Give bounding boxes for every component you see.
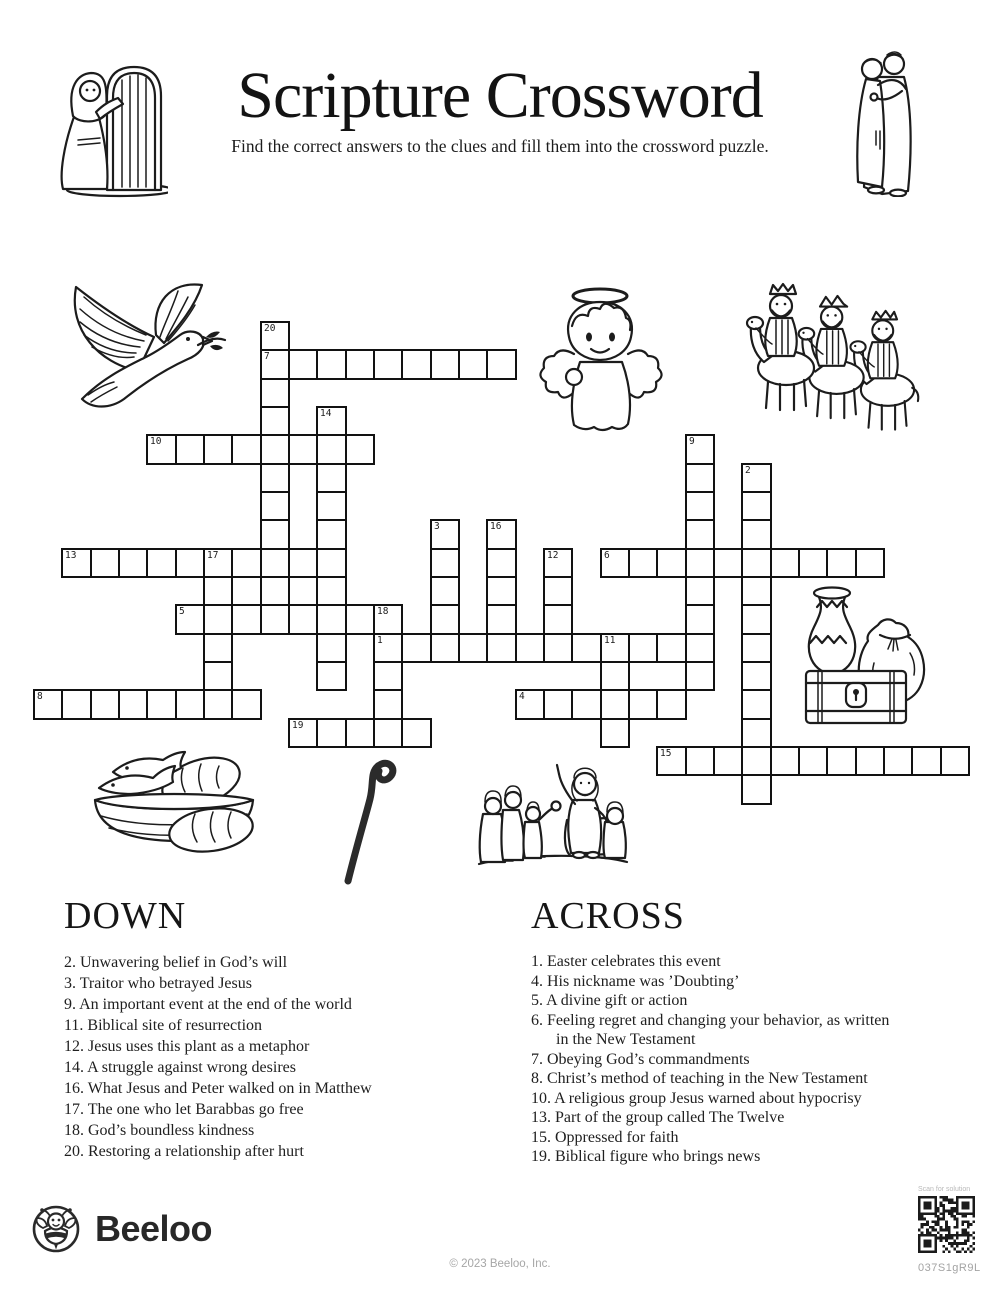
down-clue-list (64, 952, 519, 1162)
grid-cell[interactable] (543, 689, 573, 720)
grid-cell[interactable] (61, 548, 92, 578)
grid-cell[interactable] (203, 576, 233, 606)
grid-cell[interactable] (231, 548, 262, 578)
shepherd-staff-icon (330, 745, 405, 885)
grid-cell[interactable] (515, 633, 545, 663)
grid-number: 1 (377, 635, 383, 646)
grid-number: 7 (264, 351, 270, 362)
vase-sack-chest-icon (786, 583, 942, 738)
grid-number: 9 (689, 436, 695, 447)
clue-item: 8. Christ’s method of teaching in the New Testament (531, 1070, 868, 1087)
page-subtitle: Find the correct answers to the clues and fill them into the crossword puzzle. (231, 136, 769, 156)
grid-cell[interactable] (203, 633, 233, 663)
grid-cell[interactable] (430, 576, 460, 606)
grid-cell[interactable] (175, 548, 205, 578)
qr-solution-code: 037S1gR9L (918, 1262, 981, 1274)
grid-cell[interactable] (458, 633, 488, 663)
grid-cell[interactable] (260, 548, 290, 578)
grid-cell[interactable] (940, 746, 970, 776)
grid-cell[interactable] (458, 349, 488, 380)
clue-item: 12. Jesus uses this plant as a metaphor (64, 1038, 310, 1055)
clue-item: 9. An important event at the end of the world (64, 996, 352, 1013)
grid-cell[interactable] (855, 548, 885, 578)
grid-number: 4 (519, 691, 525, 702)
grid-number: 15 (660, 748, 672, 759)
grid-cell[interactable] (260, 604, 290, 635)
grid-number: 6 (604, 550, 610, 561)
woman-at-door-icon (50, 52, 168, 200)
grid-cell[interactable] (118, 689, 148, 720)
grid-cell[interactable] (345, 604, 375, 635)
clue-item: 7. Obeying God’s commandments (531, 1050, 750, 1068)
grid-number: 19 (292, 720, 304, 731)
grid-cell[interactable] (288, 604, 318, 635)
grid-number: 18 (377, 606, 389, 617)
grid-cell[interactable] (571, 633, 602, 663)
clue-item: 4. His nickname was ’Doubting’ (531, 972, 740, 990)
grid-cell[interactable] (316, 349, 347, 380)
grid-cell[interactable] (260, 434, 290, 465)
grid-cell[interactable] (260, 519, 290, 550)
grid-cell[interactable] (373, 718, 403, 748)
grid-cell[interactable] (316, 519, 347, 550)
grid-cell[interactable] (146, 434, 177, 465)
grid-cell[interactable] (685, 548, 715, 578)
grid-number: 11 (604, 635, 616, 646)
grid-cell[interactable] (316, 604, 347, 635)
grid-cell[interactable] (316, 633, 347, 663)
wise-men-camels-icon (736, 282, 932, 444)
clue-item: 5. A divine gift or action (531, 992, 688, 1009)
clue-item: 3. Traitor who betrayed Jesus (64, 975, 252, 992)
grid-cell[interactable] (600, 548, 630, 578)
dove-olive-branch-icon (60, 275, 228, 423)
grid-cell[interactable] (401, 633, 432, 663)
grid-cell[interactable] (685, 604, 715, 635)
grid-cell[interactable] (231, 604, 262, 635)
page-title: Scripture Crossword (237, 59, 763, 132)
brand-name: Beeloo (95, 1208, 213, 1249)
down-heading: DOWN (64, 895, 187, 937)
grid-number: 16 (490, 521, 502, 532)
grid-cell[interactable] (175, 689, 205, 720)
grid-cell[interactable] (713, 746, 743, 776)
clue-item: 6. Feeling regret and changing your behavior, as written in the New Testament (531, 1011, 890, 1048)
grid-cell[interactable] (600, 633, 630, 663)
grid-cell[interactable] (911, 746, 942, 776)
grid-cell[interactable] (316, 661, 347, 691)
clue-item: 13. Part of the group called The Twelve (531, 1109, 785, 1126)
grid-cell[interactable] (741, 604, 772, 635)
clue-item: 10. A religious group Jesus warned about hypocrisy (531, 1089, 862, 1107)
grid-cell[interactable] (90, 548, 120, 578)
clue-item: 20. Restoring a relationship after hurt (64, 1143, 304, 1160)
grid-number: 17 (207, 550, 219, 561)
clue-item: 2. Unwavering belief in God’s will (64, 954, 288, 971)
grid-cell[interactable] (798, 548, 828, 578)
grid-cell[interactable] (685, 661, 715, 691)
grid-cell[interactable] (685, 633, 715, 663)
grid-cell[interactable] (486, 633, 517, 663)
grid-cell[interactable] (33, 689, 63, 720)
grid-cell[interactable] (741, 463, 772, 493)
grid-cell[interactable] (741, 519, 772, 550)
grid-cell[interactable] (373, 661, 403, 691)
grid-cell[interactable] (203, 689, 233, 720)
grid-cell[interactable] (628, 548, 658, 578)
grid-cell[interactable] (373, 349, 403, 380)
grid-number: 5 (179, 606, 185, 617)
grid-cell[interactable] (486, 604, 517, 635)
grid-cell[interactable] (316, 718, 347, 748)
grid-cell[interactable] (401, 349, 432, 380)
grid-number: 2 (745, 465, 751, 476)
grid-cell[interactable] (288, 718, 318, 748)
grid-number: 8 (37, 691, 43, 702)
grid-cell[interactable] (713, 548, 743, 578)
bread-fish-basket-icon (83, 742, 273, 857)
grid-cell[interactable] (260, 349, 290, 380)
grid-cell[interactable] (741, 491, 772, 521)
grid-cell[interactable] (486, 519, 517, 550)
grid-number: 20 (264, 323, 276, 334)
grid-cell[interactable] (345, 434, 375, 465)
grid-cell[interactable] (203, 434, 233, 465)
grid-cell[interactable] (685, 491, 715, 521)
grid-cell[interactable] (430, 633, 460, 663)
clue-item: 16. What Jesus and Peter walked on in Matthew (64, 1080, 372, 1097)
grid-number: 12 (547, 550, 559, 561)
grid-cell[interactable] (685, 463, 715, 493)
grid-cell[interactable] (203, 604, 233, 635)
grid-cell[interactable] (741, 576, 772, 606)
embracing-figures-icon (838, 47, 930, 197)
grid-cell[interactable] (770, 548, 800, 578)
grid-cell[interactable] (288, 349, 318, 380)
grid-cell[interactable] (600, 661, 630, 691)
grid-cell[interactable] (855, 746, 885, 776)
grid-cell[interactable] (260, 491, 290, 521)
grid-number: 3 (434, 521, 440, 532)
grid-cell[interactable] (373, 604, 403, 635)
grid-cell[interactable] (316, 463, 347, 493)
grid-cell[interactable] (260, 378, 290, 408)
grid-cell[interactable] (231, 689, 262, 720)
grid-cell[interactable] (486, 349, 517, 380)
grid-cell[interactable] (741, 689, 772, 720)
grid-cell[interactable] (316, 576, 347, 606)
grid-cell[interactable] (741, 746, 772, 776)
clue-item: 17. The one who let Barabbas go free (64, 1101, 304, 1118)
clue-item: 11. Biblical site of resurrection (64, 1017, 263, 1034)
across-heading: ACROSS (531, 895, 685, 937)
grid-cell[interactable] (345, 718, 375, 748)
qr-caption: Scan for solution (918, 1186, 971, 1193)
grid-cell[interactable] (175, 604, 205, 635)
grid-cell[interactable] (770, 746, 800, 776)
clue-item: 19. Biblical figure who brings news (531, 1148, 761, 1165)
grid-cell[interactable] (656, 548, 687, 578)
grid-cell[interactable] (486, 548, 517, 578)
grid-cell[interactable] (203, 548, 233, 578)
grid-cell[interactable] (543, 633, 573, 663)
grid-cell[interactable] (260, 321, 290, 351)
grid-cell[interactable] (543, 576, 573, 606)
grid-cell[interactable] (231, 434, 262, 465)
grid-cell[interactable] (543, 548, 573, 578)
grid-cell[interactable] (656, 746, 687, 776)
across-clues-section (531, 894, 897, 1167)
grid-cell[interactable] (685, 746, 715, 776)
grid-cell[interactable] (345, 349, 375, 380)
grid-cell[interactable] (288, 434, 318, 465)
grid-cell[interactable] (260, 576, 290, 606)
grid-cell[interactable] (203, 661, 233, 691)
grid-cell[interactable] (288, 548, 318, 578)
grid-cell[interactable] (373, 689, 403, 720)
grid-cell[interactable] (741, 633, 772, 663)
grid-cell[interactable] (741, 548, 772, 578)
grid-cell[interactable] (685, 576, 715, 606)
qr-code-icon (918, 1196, 975, 1253)
grid-cell[interactable] (430, 349, 460, 380)
grid-cell[interactable] (826, 746, 857, 776)
grid-cell[interactable] (316, 548, 347, 578)
grid-cell[interactable] (600, 718, 630, 748)
grid-number: 13 (65, 550, 77, 561)
grid-cell[interactable] (316, 406, 347, 436)
grid-cell[interactable] (260, 406, 290, 436)
grid-cell[interactable] (656, 633, 687, 663)
bee-icon (31, 1204, 81, 1254)
grid-number: 14 (320, 408, 332, 419)
grid-cell[interactable] (515, 689, 545, 720)
grid-cell[interactable] (571, 689, 602, 720)
grid-cell[interactable] (685, 519, 715, 550)
grid-cell[interactable] (146, 689, 177, 720)
grid-cell[interactable] (430, 519, 460, 550)
grid-cell[interactable] (600, 689, 630, 720)
grid-cell[interactable] (373, 633, 403, 663)
grid-cell[interactable] (175, 434, 205, 465)
grid-number: 10 (150, 436, 162, 447)
clue-item: 14. A struggle against wrong desires (64, 1059, 296, 1076)
grid-cell[interactable] (430, 604, 460, 635)
grid-cell[interactable] (260, 463, 290, 493)
grid-cell[interactable] (486, 576, 517, 606)
grid-cell[interactable] (401, 718, 432, 748)
angel-icon (536, 282, 668, 437)
grid-cell[interactable] (430, 548, 460, 578)
clue-item: 18. God’s boundless kindness (64, 1122, 255, 1139)
down-clues-section (64, 894, 519, 1162)
copyright-text: © 2023 Beeloo, Inc. (449, 1258, 551, 1270)
grid-cell[interactable] (316, 434, 347, 465)
grid-cell[interactable] (883, 746, 913, 776)
grid-cell[interactable] (741, 661, 772, 691)
grid-cell[interactable] (543, 604, 573, 635)
grid-cell[interactable] (685, 434, 715, 465)
grid-cell[interactable] (628, 689, 658, 720)
across-clue-list (531, 952, 897, 1167)
beeloo-logo (31, 1204, 212, 1254)
grid-cell[interactable] (146, 548, 177, 578)
grid-cell[interactable] (741, 718, 772, 748)
grid-cell[interactable] (656, 689, 687, 720)
clue-item: 1. Easter celebrates this event (531, 953, 721, 970)
grid-cell[interactable] (628, 633, 658, 663)
grid-cell[interactable] (826, 548, 857, 578)
clue-item: 15. Oppressed for faith (531, 1128, 679, 1146)
grid-cell[interactable] (61, 689, 92, 720)
grid-cell[interactable] (118, 548, 148, 578)
grid-cell[interactable] (90, 689, 120, 720)
grid-cell[interactable] (316, 491, 347, 521)
grid-cell[interactable] (741, 774, 772, 805)
grid-cell[interactable] (798, 746, 828, 776)
jesus-teaching-children-icon (475, 758, 630, 870)
